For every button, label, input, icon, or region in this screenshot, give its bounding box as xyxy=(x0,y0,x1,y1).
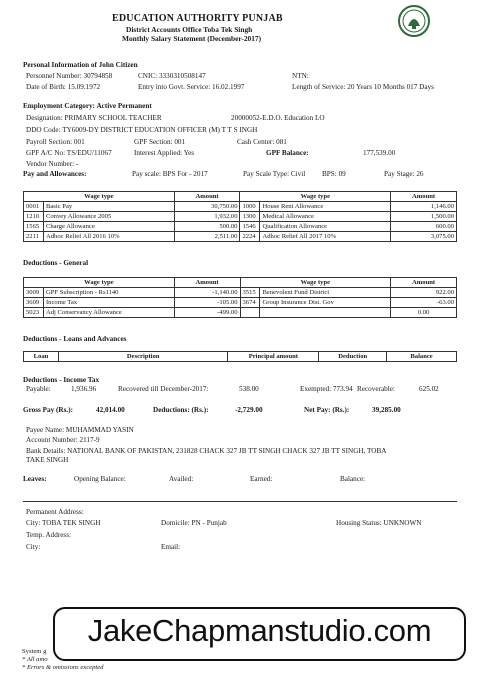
pay-scale-type: Pay Scale Type: Civil xyxy=(243,170,306,178)
col-balance: Balance xyxy=(387,352,457,362)
col-description: Description xyxy=(58,352,227,362)
col-wage-type: Wage type xyxy=(240,192,391,202)
temp-city: City: xyxy=(26,543,41,551)
pay-scale: Pay scale: BPS For - 2017 xyxy=(132,170,208,178)
tax-recoverable-label: Recoverable: xyxy=(357,385,395,393)
personnel-number: Personnel Number: 30794858 xyxy=(26,72,113,80)
wage-name: Convey Allowance 2005 xyxy=(43,212,174,222)
email: Email: xyxy=(161,543,181,551)
col-amount: Amount xyxy=(391,192,457,202)
payroll-section: Payroll Section: 001 xyxy=(26,138,85,146)
vendor-number: Vendor Number: - xyxy=(26,160,79,168)
wage-amount: -105.00 xyxy=(174,298,240,308)
tax-payable-value: 1,936.96 xyxy=(71,385,97,393)
deductions-general-heading: Deductions - General xyxy=(23,259,89,267)
wage-name: Medical Allowance xyxy=(260,212,391,222)
col-amount: Amount xyxy=(391,278,457,288)
ntn: NTN: xyxy=(292,72,309,80)
footer-line-2: * All amo xyxy=(22,656,48,663)
gpf-balance-value: 177,539.00 xyxy=(363,149,396,157)
income-tax-heading: Deductions - Income Tax xyxy=(23,376,100,384)
opening-balance: Opening Balance: xyxy=(74,475,126,483)
wage-name: Charge Allowance xyxy=(43,222,174,232)
col-amount: Amount xyxy=(174,278,240,288)
wage-name: Basic Pay xyxy=(43,202,174,212)
col-wage-type: Wage type xyxy=(24,278,175,288)
wage-code: 3674 xyxy=(240,298,260,308)
wage-code: 2211 xyxy=(24,232,44,242)
wage-amount: 3,075.00 xyxy=(391,232,457,242)
wage-code: 3009 xyxy=(24,288,44,298)
wage-code: 1300 xyxy=(240,212,260,222)
employment-heading: Employment Category: Active Permanent xyxy=(23,102,152,110)
wage-code xyxy=(240,308,260,318)
table-row xyxy=(24,232,457,242)
entry-date: Entry into Govt. Service: 16.02.1997 xyxy=(138,83,245,91)
footer-line-1: System g xyxy=(22,648,47,655)
gpf-balance-label: GPF Balance: xyxy=(266,149,309,157)
wage-name: Qualification Allowance xyxy=(260,222,391,232)
wage-code: 2224 xyxy=(240,232,260,242)
cnic: CNIC: 3330310508147 xyxy=(138,72,206,80)
table-header-row xyxy=(24,352,457,362)
wage-code: 0001 xyxy=(24,202,44,212)
wage-amount: 2,511.00 xyxy=(174,232,240,242)
watermark-text: JakeChapmanstudio.com xyxy=(87,613,432,648)
wage-amount: 30,750.00 xyxy=(174,202,240,212)
wage-amount: 1,500.00 xyxy=(391,212,457,222)
length-of-service: Length of Service: 20 Years 10 Months 017 Days xyxy=(292,83,434,91)
col-deduction: Deduction xyxy=(319,352,387,362)
col-wage-type: Wage type xyxy=(24,192,175,202)
col-amount: Amount xyxy=(174,192,240,202)
cash-center: Cash Center: 081 xyxy=(237,138,287,146)
col-principal: Principal amount xyxy=(228,352,319,362)
gross-pay-value: 42,014.00 xyxy=(96,406,125,414)
ddo-code: DDO Code: TY6009-DY DISTRICT EDUCATION OFFICER (M) T T S INGH xyxy=(26,126,258,134)
wage-amount: 1,146.00 xyxy=(391,202,457,212)
col-wage-type: Wage type xyxy=(240,278,391,288)
loans-heading: Deductions - Loans and Advances xyxy=(23,335,127,343)
footer-line-3: * Errors & omissions excepted xyxy=(22,664,104,671)
date-of-birth: Date of Birth: 15.09.1972 xyxy=(26,83,101,91)
net-pay-value: 39,285.00 xyxy=(372,406,401,414)
bank-details: Bank Details: NATIONAL BANK OF PAKISTAN, 231828 CHACK 327 JB TT SINGH CHACK 327 JB TT SINGH, TOBA xyxy=(26,447,387,455)
temp-address: Temp. Address: xyxy=(26,531,72,539)
tax-recoverable-value: 625.02 xyxy=(419,385,439,393)
wage-amount: 922.00 xyxy=(391,288,457,298)
allowances-table xyxy=(23,191,457,242)
tax-recovered-label: Recovered till December-2017: xyxy=(118,385,209,393)
wage-name: GPF Subscription - Rs1140 xyxy=(43,288,174,298)
address-city: City: TOBA TEK SINGH xyxy=(26,519,101,527)
wage-name: Adj Conservancy Allowance xyxy=(43,308,174,318)
gross-pay-label: Gross Pay (Rs.): xyxy=(23,406,73,414)
table-row xyxy=(24,308,457,318)
loans-table xyxy=(23,351,457,362)
deductions-table xyxy=(23,277,457,318)
pay-stage: Pay Stage: 26 xyxy=(384,170,424,178)
wage-code: 1546 xyxy=(240,222,260,232)
leave-balance: Balance: xyxy=(340,475,366,483)
gpf-section: GPF Section: 001 xyxy=(134,138,186,146)
account-number: Account Number: 2117-9 xyxy=(26,436,100,444)
wage-code: 1565 xyxy=(24,222,44,232)
wage-name: Adhoc Relief All 2016 10% xyxy=(43,232,174,242)
designation-code: 20000052-E.D.O. Education LO xyxy=(231,114,325,122)
table-row xyxy=(24,298,457,308)
wage-code: 1000 xyxy=(240,202,260,212)
watermark-banner xyxy=(53,607,466,661)
table-header-row xyxy=(24,192,457,202)
permanent-address: Permanent Address: xyxy=(26,508,84,516)
table-row xyxy=(24,202,457,212)
wage-amount: 500.00 xyxy=(174,222,240,232)
table-row xyxy=(24,212,457,222)
net-pay-label: Net Pay: (Rs.): xyxy=(304,406,350,414)
table-row xyxy=(24,288,457,298)
tax-exempted: Exempted: 773.94 xyxy=(300,385,353,393)
designation: Designation: PRIMARY SCHOOL TEACHER xyxy=(26,114,162,122)
office-name: District Accounts Office Toba Tek Singh xyxy=(126,25,253,34)
table-header-row xyxy=(24,278,457,288)
wage-name: Group Insurance Dist. Gov xyxy=(260,298,391,308)
punjab-logo-icon xyxy=(397,4,431,38)
bps: BPS: 09 xyxy=(322,170,346,178)
wage-amount: -499.00 xyxy=(174,308,240,318)
availed: Availed: xyxy=(169,475,194,483)
col-loan: Loan xyxy=(24,352,59,362)
statement-title: Monthly Salary Statement (December-2017) xyxy=(122,34,262,43)
wage-name: Income Tax xyxy=(43,298,174,308)
wage-amount: 0.00 xyxy=(391,308,457,318)
interest-applied: Interest Applied: Yes xyxy=(134,149,195,157)
tax-payable-label: Payable: xyxy=(26,385,51,393)
wage-code: 3609 xyxy=(24,298,44,308)
bank-details-cont: TAKE SINGH xyxy=(26,456,69,464)
wage-amount: 600.00 xyxy=(391,222,457,232)
personal-heading: Personal Information of John Citizen xyxy=(23,61,138,69)
pay-heading: Pay and Allowances: xyxy=(23,170,87,178)
wage-code: 5023 xyxy=(24,308,44,318)
wage-name: Adhoc Relief All 2017 10% xyxy=(260,232,391,242)
domicile: Domicile: PN - Punjab xyxy=(161,519,227,527)
wage-amount: 1,932.00 xyxy=(174,212,240,222)
divider xyxy=(23,501,457,502)
wage-code: 1210 xyxy=(24,212,44,222)
document-title: EDUCATION AUTHORITY PUNJAB xyxy=(112,13,283,24)
payee-name: Payee Name: MUHAMMAD YASIN xyxy=(26,426,134,434)
housing-status: Housing Status: UNKNOWN xyxy=(336,519,422,527)
wage-amount: -63.00 xyxy=(391,298,457,308)
deductions-label: Deductions: (Rs.): xyxy=(153,406,209,414)
gpf-account: GPF A/C No: TS/EDU/11067 xyxy=(26,149,112,157)
deductions-value: -2,729.00 xyxy=(235,406,263,414)
table-row xyxy=(24,222,457,232)
tax-recovered-value: 538.00 xyxy=(239,385,259,393)
wage-name: House Rent Allowance xyxy=(260,202,391,212)
wage-name: Benevolent Fund District xyxy=(260,288,391,298)
wage-name xyxy=(260,308,391,318)
wage-amount: -1,140.00 xyxy=(174,288,240,298)
earned: Earned: xyxy=(250,475,273,483)
wage-code: 3515 xyxy=(240,288,260,298)
leaves-label: Leaves: xyxy=(23,475,47,483)
